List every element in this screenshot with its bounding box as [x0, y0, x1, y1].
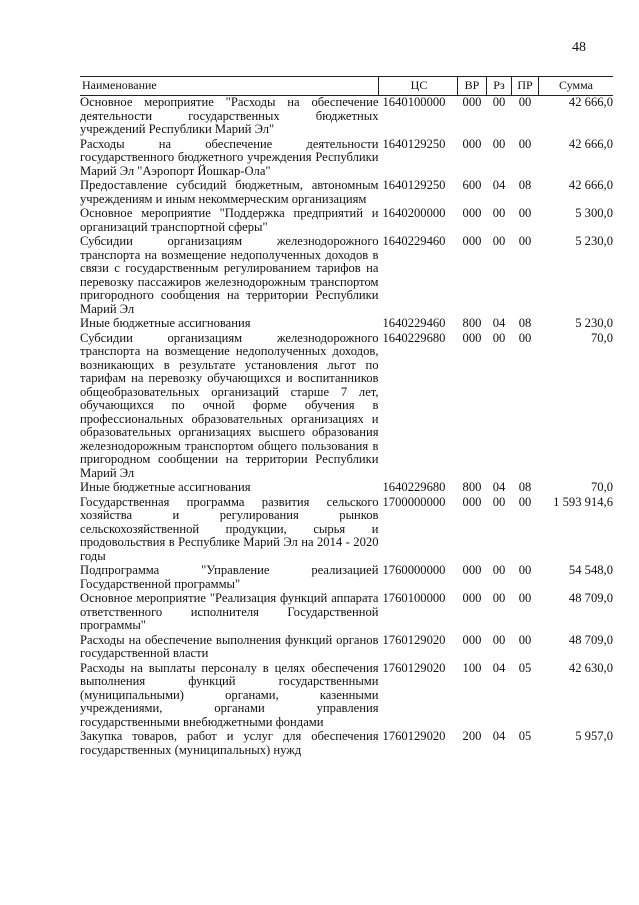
row-sum: 5 230,0	[575, 234, 613, 248]
row-name: Субсидии организациям железнодорожного транспорта на возмещение недополученных доходов, возникающих в результате установления льгот по тарифам на перевозку обучающихся и воспитанников общеобразовательных организаций старше 7 лет, обучающихся по очной форме обучения в профессиональных образовательных организациях и образовательных организациях высшего образования железнодорожным транспортом общего пользования в пригородном сообщении на территории Республики Марий Эл	[80, 330, 379, 480]
row-cs: 1700000000	[382, 494, 446, 509]
table-row	[80, 96, 613, 138]
row-sum: 42 630,0	[568, 660, 613, 675]
row-rz: 04	[492, 178, 506, 192]
row-vr: 200	[462, 729, 482, 743]
row-rz: 04	[492, 316, 506, 330]
row-vr: 000	[462, 234, 482, 248]
row-cs: 1640229460	[382, 316, 446, 330]
row-pr: 08	[518, 178, 532, 192]
row-rz: 04	[492, 660, 506, 675]
row-name: Основное мероприятие "Реализация функций аппарата ответственного исполнителя Государственной программы"	[80, 591, 379, 632]
row-cs: 1640129250	[382, 178, 446, 192]
row-vr: 000	[462, 591, 482, 605]
row-pr: 00	[518, 234, 532, 248]
row-vr: 100	[462, 660, 482, 675]
row-pr: 00	[518, 494, 532, 509]
row-sum: 48 709,0	[568, 632, 613, 647]
row-sum: 1 593 914,6	[553, 494, 613, 509]
row-sum: 54 548,0	[568, 563, 613, 577]
budget-table	[80, 76, 613, 758]
row-rz: 00	[492, 330, 506, 345]
header-name: Наименование	[80, 77, 379, 96]
row-vr: 800	[462, 316, 482, 330]
table-row	[80, 235, 613, 317]
row-sum: 5 957,0	[575, 729, 613, 743]
row-pr: 00	[518, 632, 532, 647]
header-cs: ЦС	[379, 77, 458, 96]
table-row	[80, 564, 613, 592]
row-name: Закупка товаров, работ и услуг для обеспечения государственных (муниципальных) нужд	[80, 729, 379, 757]
row-sum: 48 709,0	[568, 591, 613, 605]
table-row	[80, 730, 613, 758]
row-name: Подпрограмма "Управление реализацией Государственной программы"	[80, 563, 379, 591]
row-cs: 1760129020	[382, 632, 446, 647]
row-cs: 1760100000	[382, 591, 446, 605]
row-name: Расходы на обеспечение выполнения функций органов государственной власти	[80, 632, 379, 660]
page-number: 48	[572, 40, 586, 55]
row-name: Расходы на обеспечение деятельности государственного бюджетного учреждения Республики Марий Эл "Аэропорт Йошкар-Ола"	[80, 136, 379, 178]
table-body	[80, 96, 613, 759]
row-pr: 00	[518, 330, 532, 345]
row-cs: 1760129020	[382, 660, 446, 675]
row-rz: 00	[492, 206, 506, 220]
header-pr: ПР	[512, 77, 539, 96]
table-row	[80, 317, 613, 332]
row-pr: 05	[518, 660, 532, 675]
table-row	[80, 138, 613, 180]
row-vr: 800	[462, 480, 482, 494]
row-rz: 00	[492, 95, 506, 109]
row-name: Предоставление субсидий бюджетным, автономным учреждениям и иным некоммерческим организациям	[80, 178, 379, 206]
row-cs: 1640100000	[382, 95, 446, 109]
row-vr: 000	[462, 632, 482, 647]
table-row	[80, 634, 613, 662]
header-vr: ВР	[458, 77, 487, 96]
row-rz: 00	[492, 234, 506, 248]
row-name: Основное мероприятие "Расходы на обеспечение деятельности государственных бюджетных учреждений Республики Марий Эл"	[80, 95, 379, 136]
row-sum: 42 666,0	[568, 95, 613, 109]
row-cs: 1640229460	[382, 234, 446, 248]
row-sum: 42 666,0	[568, 178, 613, 192]
row-vr: 000	[462, 95, 482, 109]
row-rz: 00	[492, 591, 506, 605]
row-name: Иные бюджетные ассигнования	[80, 480, 251, 494]
row-pr: 08	[518, 480, 532, 494]
row-rz: 04	[492, 480, 506, 494]
row-name: Расходы на выплаты персоналу в целях обеспечения выполнения функций государственными (муниципальными) органами, казенными учреждениями, органами управления государственными внебюджетными фондами	[80, 660, 379, 729]
row-pr: 05	[518, 729, 532, 743]
row-pr: 08	[518, 316, 532, 330]
table-row	[80, 481, 613, 496]
row-sum: 70,0	[590, 330, 613, 345]
row-rz: 00	[492, 632, 506, 647]
row-vr: 000	[462, 330, 482, 345]
row-pr: 00	[518, 95, 532, 109]
row-vr: 000	[462, 494, 482, 509]
row-cs: 1760000000	[382, 563, 446, 577]
table-row	[80, 496, 613, 565]
row-cs: 1760129020	[382, 729, 446, 743]
row-cs: 1640200000	[382, 206, 446, 220]
row-sum: 5 230,0	[575, 316, 613, 330]
row-pr: 00	[518, 563, 532, 577]
row-vr: 600	[462, 178, 482, 192]
header-rz: Рз	[487, 77, 512, 96]
row-pr: 00	[518, 136, 532, 151]
table-row	[80, 207, 613, 235]
row-rz: 00	[492, 494, 506, 509]
row-rz: 04	[492, 729, 506, 743]
row-cs: 1640129250	[382, 136, 446, 151]
row-rz: 00	[492, 136, 506, 151]
row-rz: 00	[492, 563, 506, 577]
table-row	[80, 179, 613, 207]
row-vr: 000	[462, 563, 482, 577]
table-row	[80, 332, 613, 482]
row-cs: 1640229680	[382, 330, 446, 345]
table-row	[80, 662, 613, 731]
row-pr: 00	[518, 591, 532, 605]
row-sum: 5 300,0	[575, 206, 613, 220]
row-name: Иные бюджетные ассигнования	[80, 316, 251, 330]
row-pr: 00	[518, 206, 532, 220]
row-vr: 000	[462, 136, 482, 151]
table-row	[80, 592, 613, 634]
row-name: Субсидии организациям железнодорожного транспорта на возмещение недополученных доходов в связи с государственным регулированием тарифов на перевозку пассажиров железнодорожным транспортом пригородного сообщения на территории Республики Марий Эл	[80, 234, 379, 316]
table-header-row	[80, 77, 613, 96]
row-cs: 1640229680	[382, 480, 446, 494]
header-sum: Сумма	[539, 77, 614, 96]
row-name: Основное мероприятие "Поддержка предприятий и организаций транспортной сферы"	[80, 206, 379, 234]
row-name: Государственная программа развития сельского хозяйства и регулирования рынков сельскохозяйственной продукции, сырья и продовольствия в Республике Марий Эл на 2014 - 2020 годы	[80, 494, 379, 563]
row-sum: 70,0	[590, 480, 613, 494]
row-vr: 000	[462, 206, 482, 220]
row-sum: 42 666,0	[568, 136, 613, 151]
